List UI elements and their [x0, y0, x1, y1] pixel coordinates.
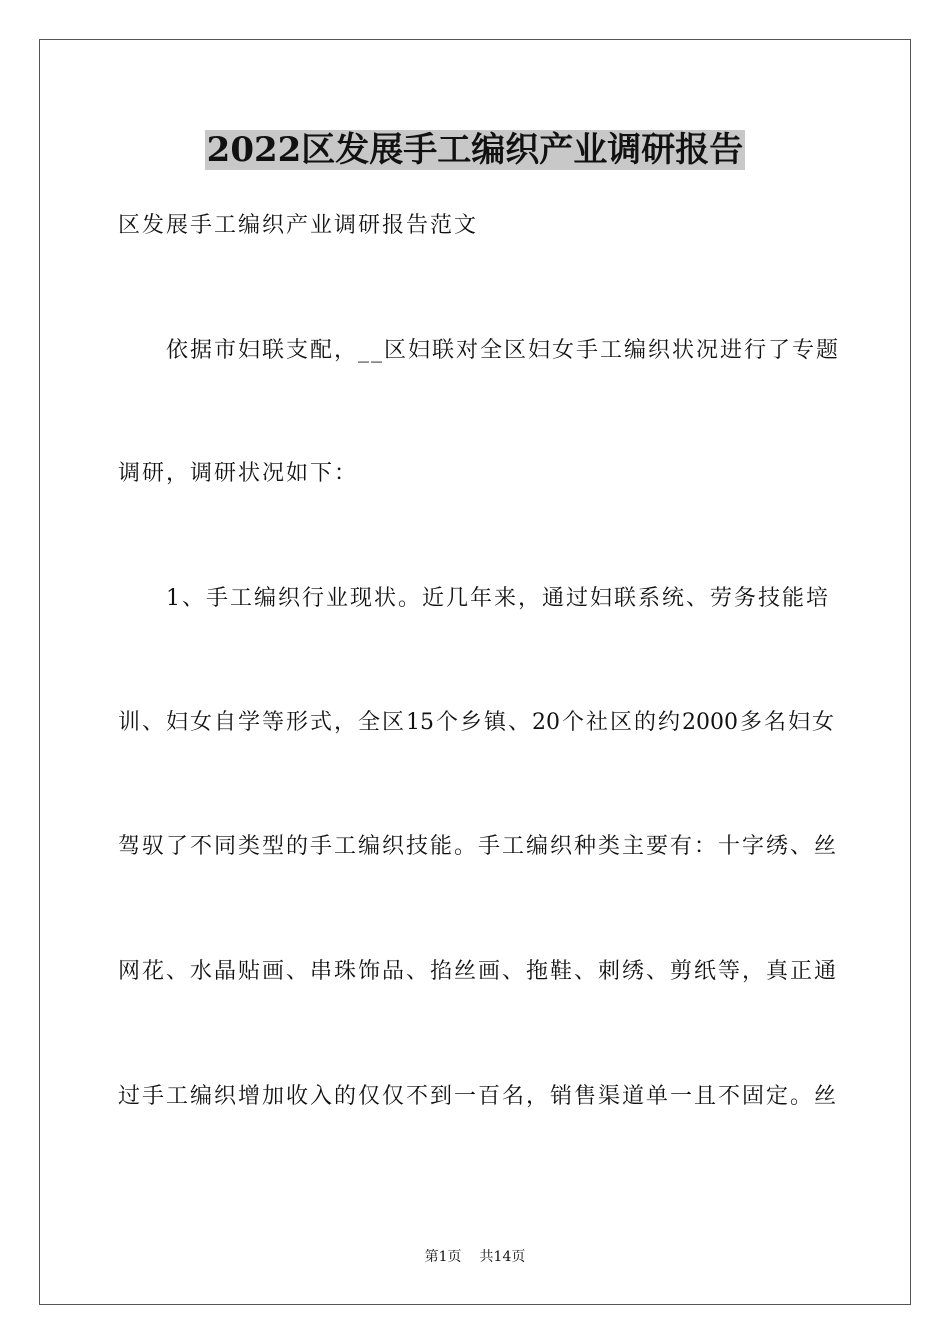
document-subtitle: 区发展手工编织产业调研报告范文	[118, 213, 479, 238]
paragraph-line: 过手工编织增加收入的仅仅不到一百名，销售渠道单一且不固定。丝	[118, 1084, 839, 1109]
page-total: 共14页	[479, 1249, 526, 1265]
paragraph-line: 调研，调研状况如下：	[118, 461, 359, 486]
paragraph-line: 网花、水晶贴画、串珠饰品、掐丝画、拖鞋、刺绣、剪纸等，真正通	[118, 959, 839, 984]
page-number: 第1页	[424, 1249, 462, 1265]
document-title	[0, 128, 950, 172]
document-title-text: 2022区发展手工编织产业调研报告	[206, 130, 744, 170]
paragraph-line: 驾驭了不同类型的手工编织技能。手工编织种类主要有：十字绣、丝	[118, 834, 839, 859]
paragraph-line: 依据市妇联支配，__区妇联对全区妇女手工编织状况进行了专题	[166, 338, 841, 363]
paragraph-line: 训、妇女自学等形式，全区15个乡镇、20个社区的约2000多名妇女	[118, 710, 834, 735]
paragraph-line: 1、手工编织行业现状。近几年来，通过妇联系统、劳务技能培	[166, 586, 830, 611]
page-footer	[0, 1248, 950, 1266]
